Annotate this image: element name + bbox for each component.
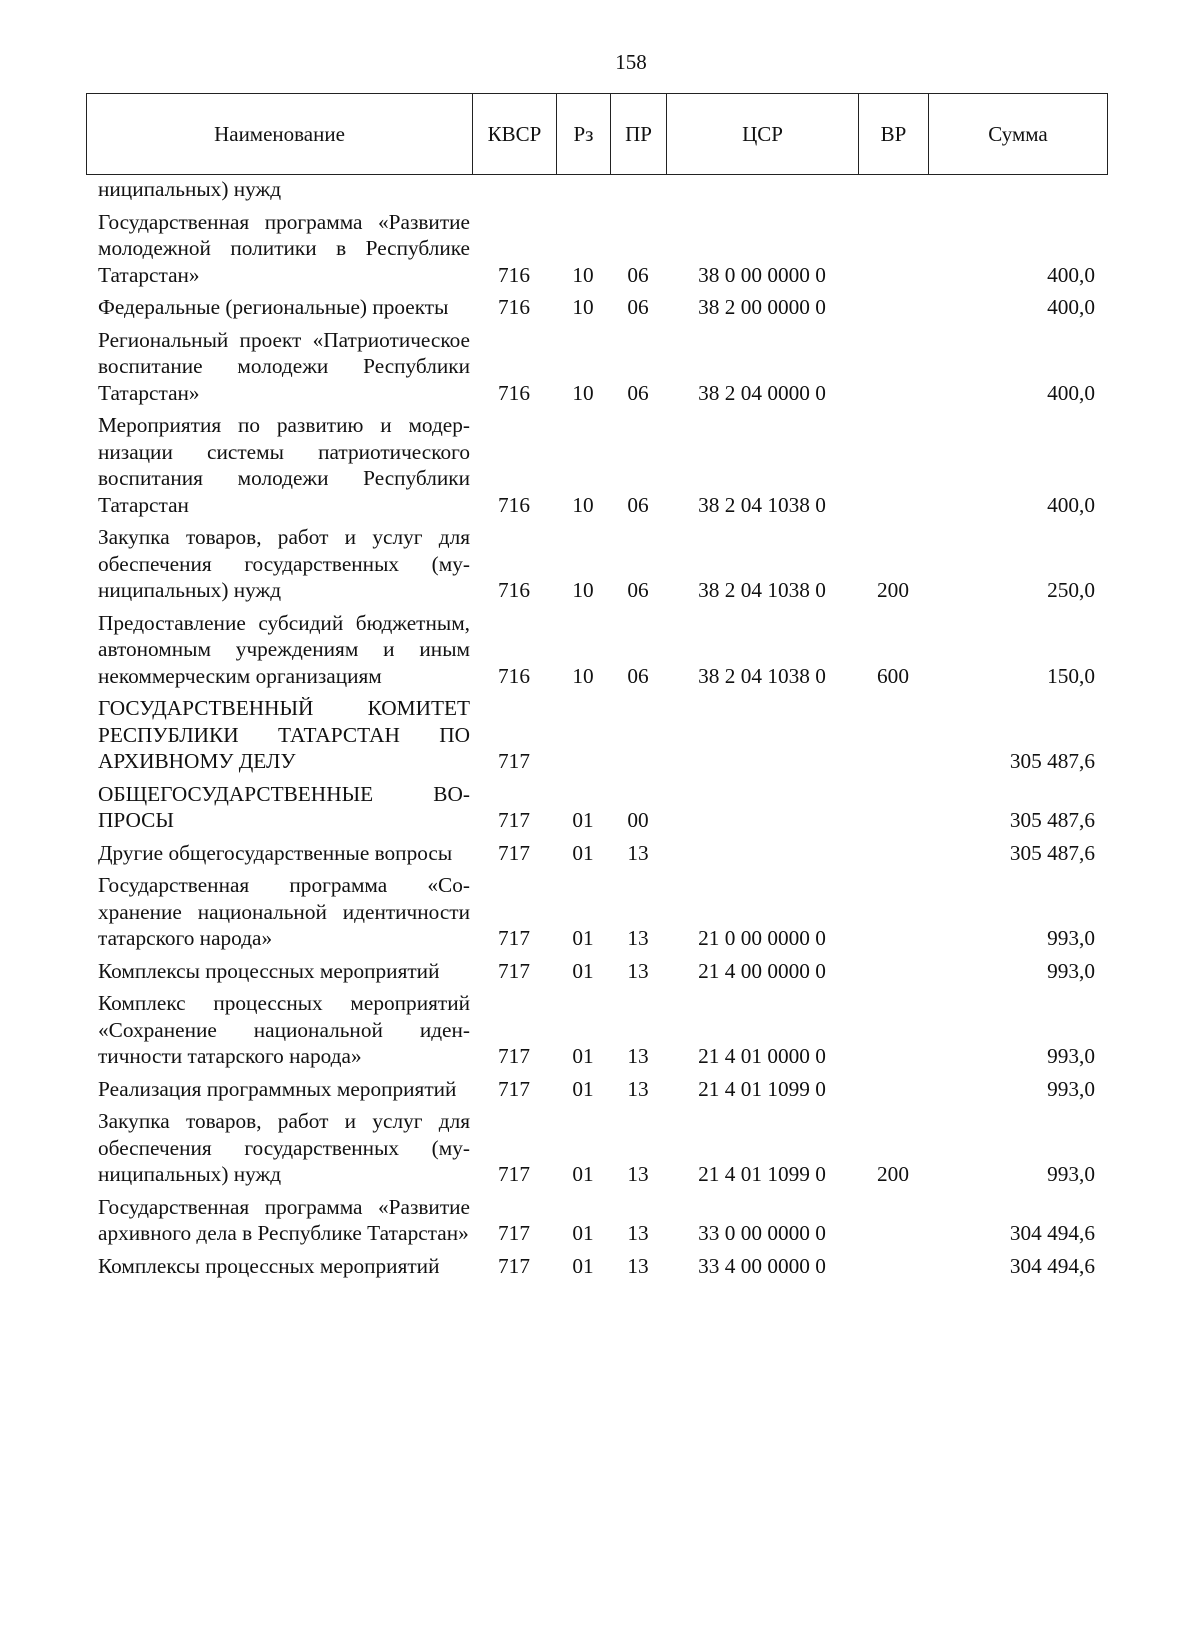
row-sum: 305 487,6 xyxy=(1009,749,1095,773)
row-sum: 400,0 xyxy=(1047,380,1095,405)
header-pr: ПР xyxy=(611,94,667,175)
row-name: Государственная программа «Развитие молодежной политики в Республике Татарстан» xyxy=(98,209,470,287)
row-csr: 38 0 00 0000 0 xyxy=(698,262,826,287)
table-row xyxy=(86,1108,1150,1188)
row-kvsr: 717 xyxy=(498,926,530,950)
table-header xyxy=(86,93,1108,175)
table-body xyxy=(86,176,1150,1279)
row-rz: 10 xyxy=(572,663,594,688)
row-rz: 01 xyxy=(572,1162,594,1186)
row-pr: 13 xyxy=(627,840,649,865)
row-pr: 13 xyxy=(627,1221,649,1245)
header-name: Наименование xyxy=(87,94,473,175)
row-csr: 21 4 01 1099 0 xyxy=(698,1076,826,1101)
row-kvsr: 716 xyxy=(498,380,530,405)
row-kvsr: 717 xyxy=(498,749,530,773)
row-name: Федеральные (региональные) проекты xyxy=(98,295,449,319)
row-name: Реализация программных мероприятий xyxy=(98,1076,457,1101)
row-name: Закупка товаров, работ и услуг для обеспечения государственных (муниципальных) нужд xyxy=(98,525,470,602)
table-row xyxy=(86,1076,1150,1103)
row-rz: 10 xyxy=(572,380,594,405)
row-rz: 01 xyxy=(572,1076,594,1101)
row-rz: 10 xyxy=(572,295,594,319)
row-sum: 400,0 xyxy=(1047,295,1095,319)
header-csr: ЦСР xyxy=(667,94,859,175)
row-csr: 33 4 00 0000 0 xyxy=(698,1253,826,1278)
row-csr: 38 2 04 0000 0 xyxy=(698,380,826,405)
row-sum: 250,0 xyxy=(1047,578,1095,602)
row-kvsr: 716 xyxy=(498,663,530,688)
table-row xyxy=(86,412,1150,518)
row-rz: 01 xyxy=(572,840,594,865)
row-csr: 21 4 01 1099 0 xyxy=(698,1162,826,1186)
row-kvsr: 717 xyxy=(498,1221,530,1245)
row-sum: 400,0 xyxy=(1047,492,1095,517)
row-pr: 13 xyxy=(627,958,649,983)
row-kvsr: 717 xyxy=(498,1162,530,1186)
row-kvsr: 716 xyxy=(498,578,530,602)
row-rz: 01 xyxy=(572,926,594,950)
row-name: Государственная программа «Сохранение национальной идентичности татарского народа» xyxy=(98,873,470,950)
table-row xyxy=(86,176,1150,203)
header-kvsr: КВСР xyxy=(473,94,557,175)
row-vr: 200 xyxy=(877,578,909,602)
row-sum: 993,0 xyxy=(1047,1162,1095,1186)
row-name: Другие общегосударственные вопросы xyxy=(98,840,453,865)
row-name: Мероприятия по развитию и модернизации системы патриотического воспитания молодежи Республики Татарстан xyxy=(98,413,470,517)
table-row xyxy=(86,1194,1150,1247)
row-kvsr: 717 xyxy=(498,1044,530,1068)
table-row xyxy=(86,294,1150,321)
row-vr: 200 xyxy=(877,1162,909,1186)
table-row xyxy=(86,990,1150,1070)
row-name: ниципальных) нужд xyxy=(98,177,282,201)
row-name: Закупка товаров, работ и услуг для обеспечения государственных (муниципальных) нужд xyxy=(98,1109,470,1186)
row-name: Комплексы процессных мероприятий xyxy=(98,1253,440,1278)
row-sum: 993,0 xyxy=(1047,1076,1095,1101)
row-rz: 10 xyxy=(572,578,594,602)
table-row xyxy=(86,209,1150,289)
row-sum: 993,0 xyxy=(1047,926,1095,950)
row-rz: 01 xyxy=(572,958,594,983)
row-vr: 600 xyxy=(877,663,909,688)
row-name: Комплекс процессных мероприятий «Сохранение национальной идентичности татарского народа» xyxy=(98,991,470,1068)
row-pr: 06 xyxy=(627,262,649,287)
row-name: Комплексы процессных мероприятий xyxy=(98,958,440,983)
row-pr: 13 xyxy=(627,926,649,950)
row-csr: 38 2 04 1038 0 xyxy=(698,578,826,602)
row-csr: 38 2 04 1038 0 xyxy=(698,663,826,688)
row-csr: 38 2 00 0000 0 xyxy=(698,295,826,319)
row-pr: 06 xyxy=(627,663,649,688)
row-rz: 10 xyxy=(572,262,594,287)
table-row xyxy=(86,524,1150,604)
row-kvsr: 717 xyxy=(498,1076,530,1101)
row-kvsr: 717 xyxy=(498,958,530,983)
row-name: ОБЩЕГОСУДАРСТВЕННЫЕ ВОПРОСЫ xyxy=(98,781,470,832)
row-pr: 13 xyxy=(627,1044,649,1068)
row-rz: 01 xyxy=(572,1221,594,1245)
row-kvsr: 716 xyxy=(498,262,530,287)
row-sum: 305 487,6 xyxy=(1009,840,1095,865)
row-pr: 00 xyxy=(627,808,649,832)
table-row xyxy=(86,958,1150,985)
row-sum: 993,0 xyxy=(1047,1044,1095,1068)
header-rz: Рз xyxy=(557,94,611,175)
row-kvsr: 717 xyxy=(498,1253,530,1278)
row-sum: 305 487,6 xyxy=(1009,808,1095,832)
row-sum: 400,0 xyxy=(1047,262,1095,287)
row-csr: 33 0 00 0000 0 xyxy=(698,1221,826,1245)
row-pr: 06 xyxy=(627,380,649,405)
row-rz: 01 xyxy=(572,1044,594,1068)
header-vr: ВР xyxy=(859,94,929,175)
row-rz: 10 xyxy=(572,492,594,517)
row-pr: 13 xyxy=(627,1162,649,1186)
table-row xyxy=(86,610,1150,690)
table-row xyxy=(86,1253,1150,1280)
header-sum: Сумма xyxy=(929,94,1108,175)
table-row xyxy=(86,781,1150,834)
row-csr: 38 2 04 1038 0 xyxy=(698,492,826,517)
row-kvsr: 716 xyxy=(498,492,530,517)
row-pr: 13 xyxy=(627,1076,649,1101)
row-pr: 06 xyxy=(627,492,649,517)
row-name: Предоставление субсидий бюджетным, автономным учреждениям и иным некоммерческим организациям xyxy=(98,610,470,688)
row-name: Региональный проект «Патриотическое воспитание молодежи Республики Татарстан» xyxy=(98,327,470,405)
table-row xyxy=(86,872,1150,952)
page-number: 158 xyxy=(615,50,647,74)
row-pr: 06 xyxy=(627,295,649,319)
row-kvsr: 717 xyxy=(498,840,530,865)
table-row xyxy=(86,695,1150,775)
row-sum: 993,0 xyxy=(1047,958,1095,983)
row-sum: 150,0 xyxy=(1047,663,1095,688)
row-rz: 01 xyxy=(572,808,594,832)
row-rz: 01 xyxy=(572,1253,594,1278)
row-kvsr: 717 xyxy=(498,808,530,832)
row-csr: 21 4 01 0000 0 xyxy=(698,1044,826,1068)
row-kvsr: 716 xyxy=(498,295,530,319)
row-csr: 21 0 00 0000 0 xyxy=(698,926,826,950)
row-name: ГОСУДАРСТВЕННЫЙ КОМИТЕТ РЕСПУБЛИКИ ТАТАРСТАН ПО АРХИВНОМУ ДЕЛУ xyxy=(98,696,470,773)
table-row xyxy=(86,840,1150,867)
table-row xyxy=(86,327,1150,407)
row-sum: 304 494,6 xyxy=(1009,1221,1095,1245)
row-name: Государственная программа «Развитие архивного дела в Республике Татарстан» xyxy=(98,1194,470,1245)
row-pr: 13 xyxy=(627,1253,649,1278)
row-sum: 304 494,6 xyxy=(1009,1253,1095,1278)
row-csr: 21 4 00 0000 0 xyxy=(698,958,826,983)
row-pr: 06 xyxy=(627,578,649,602)
